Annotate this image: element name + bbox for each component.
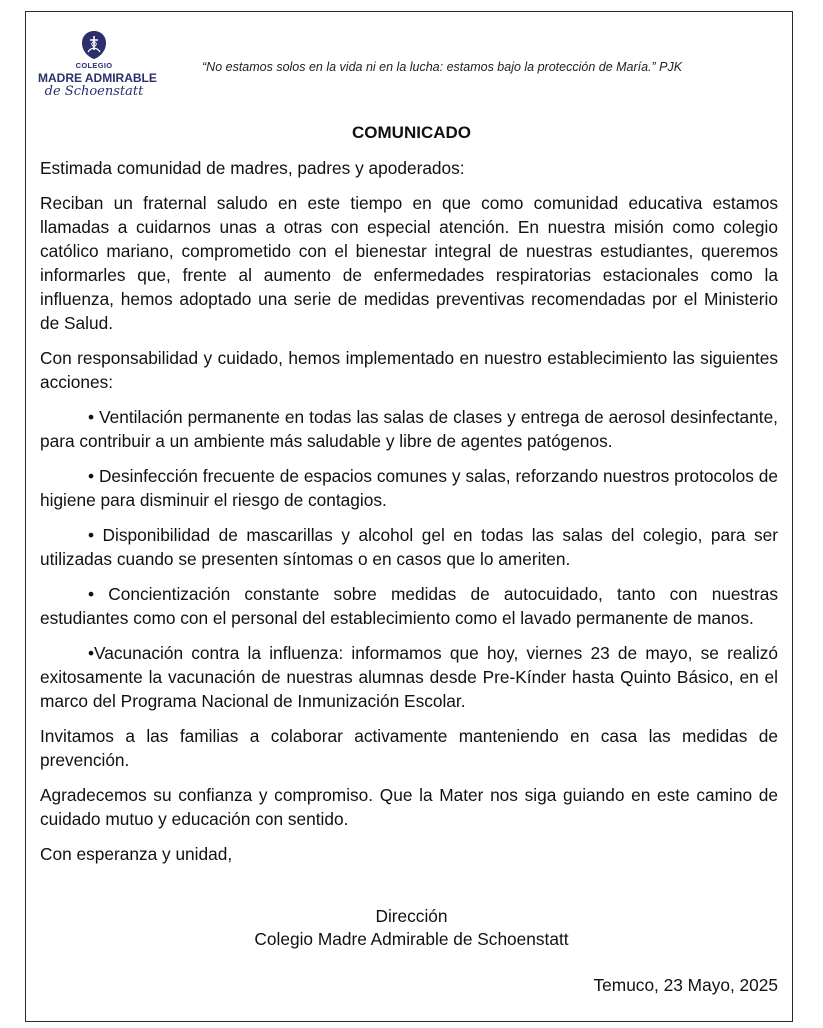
signature-school: Colegio Madre Admirable de Schoenstatt: [254, 929, 569, 949]
signature-direccion: Dirección: [375, 906, 448, 926]
bullet-awareness: • Concientización constante sobre medidas de autocuidado, tanto con nuestras estudiantes como con el personal del establecimiento como el lavado permanente de manos.: [40, 584, 778, 628]
paragraph-thanks: Agradecemos su confianza y compromiso. Que la Mater nos siga guiando en este camino de cuidado mutuo y educación con sentido.: [40, 785, 778, 829]
logo-line-school-name: MADRE ADMIRABLE: [38, 71, 157, 85]
bullet-masks: • Disponibilidad de mascarillas y alcohol gel en todas las salas del colegio, para ser utilizadas cuando se presenten síntomas o en casos que lo ameriten.: [40, 525, 778, 569]
closing-line: Con esperanza y unidad,: [40, 844, 233, 864]
document-title: COMUNICADO: [352, 123, 471, 142]
bullet-vaccination: •Vacunación contra la influenza: informamos que hoy, viernes 23 de mayo, se realizó exitosamente la vacunación de nuestras alumnas desde Pre-Kínder hasta Quinto Básico, en el marco del Programa Nacional de Inmunización Escolar.: [40, 643, 778, 711]
school-logo: [38, 30, 157, 110]
document-body: [40, 156, 778, 866]
school-crest-icon: [81, 30, 107, 60]
header-quote: “No estamos solos en la vida ni en la lucha: estamos bajo la protección de María.” PJK: [202, 60, 683, 74]
bullet-disinfection: • Desinfección frecuente de espacios comunes y salas, reforzando nuestros protocolos de higiene para disminuir el riesgo de contagios.: [40, 466, 778, 510]
signature-block: [0, 905, 823, 951]
greeting: Estimada comunidad de madres, padres y apoderados:: [40, 158, 465, 178]
logo-line-colegio: COLEGIO: [75, 61, 113, 70]
document-date: Temuco, 23 Mayo, 2025: [593, 975, 778, 995]
logo-line-schoenstatt: de Schoenstatt: [44, 84, 144, 99]
paragraph-invitation: Invitamos a las familias a colaborar activamente manteniendo en casa las medidas de prevención.: [40, 726, 778, 770]
paragraph-intro: Reciban un fraternal saludo en este tiempo en que como comunidad educativa estamos llamadas a cuidarnos unas a otras con especial atención. En nuestra misión como colegio católico mariano, comprometido con el bienestar integral de nuestras estudiantes, queremos informarles que, frente al aumento de enfermedades respiratorias estacionales como la influenza, hemos adoptado una serie de medidas preventivas recomendadas por el Ministerio de Salud.: [40, 193, 778, 333]
paragraph-actions-intro: Con responsabilidad y cuidado, hemos implementado en nuestro establecimiento las siguientes acciones:: [40, 348, 778, 392]
bullet-ventilation: • Ventilación permanente en todas las salas de clases y entrega de aerosol desinfectante, para contribuir a un ambiente más saludable y libre de agentes patógenos.: [40, 407, 778, 451]
